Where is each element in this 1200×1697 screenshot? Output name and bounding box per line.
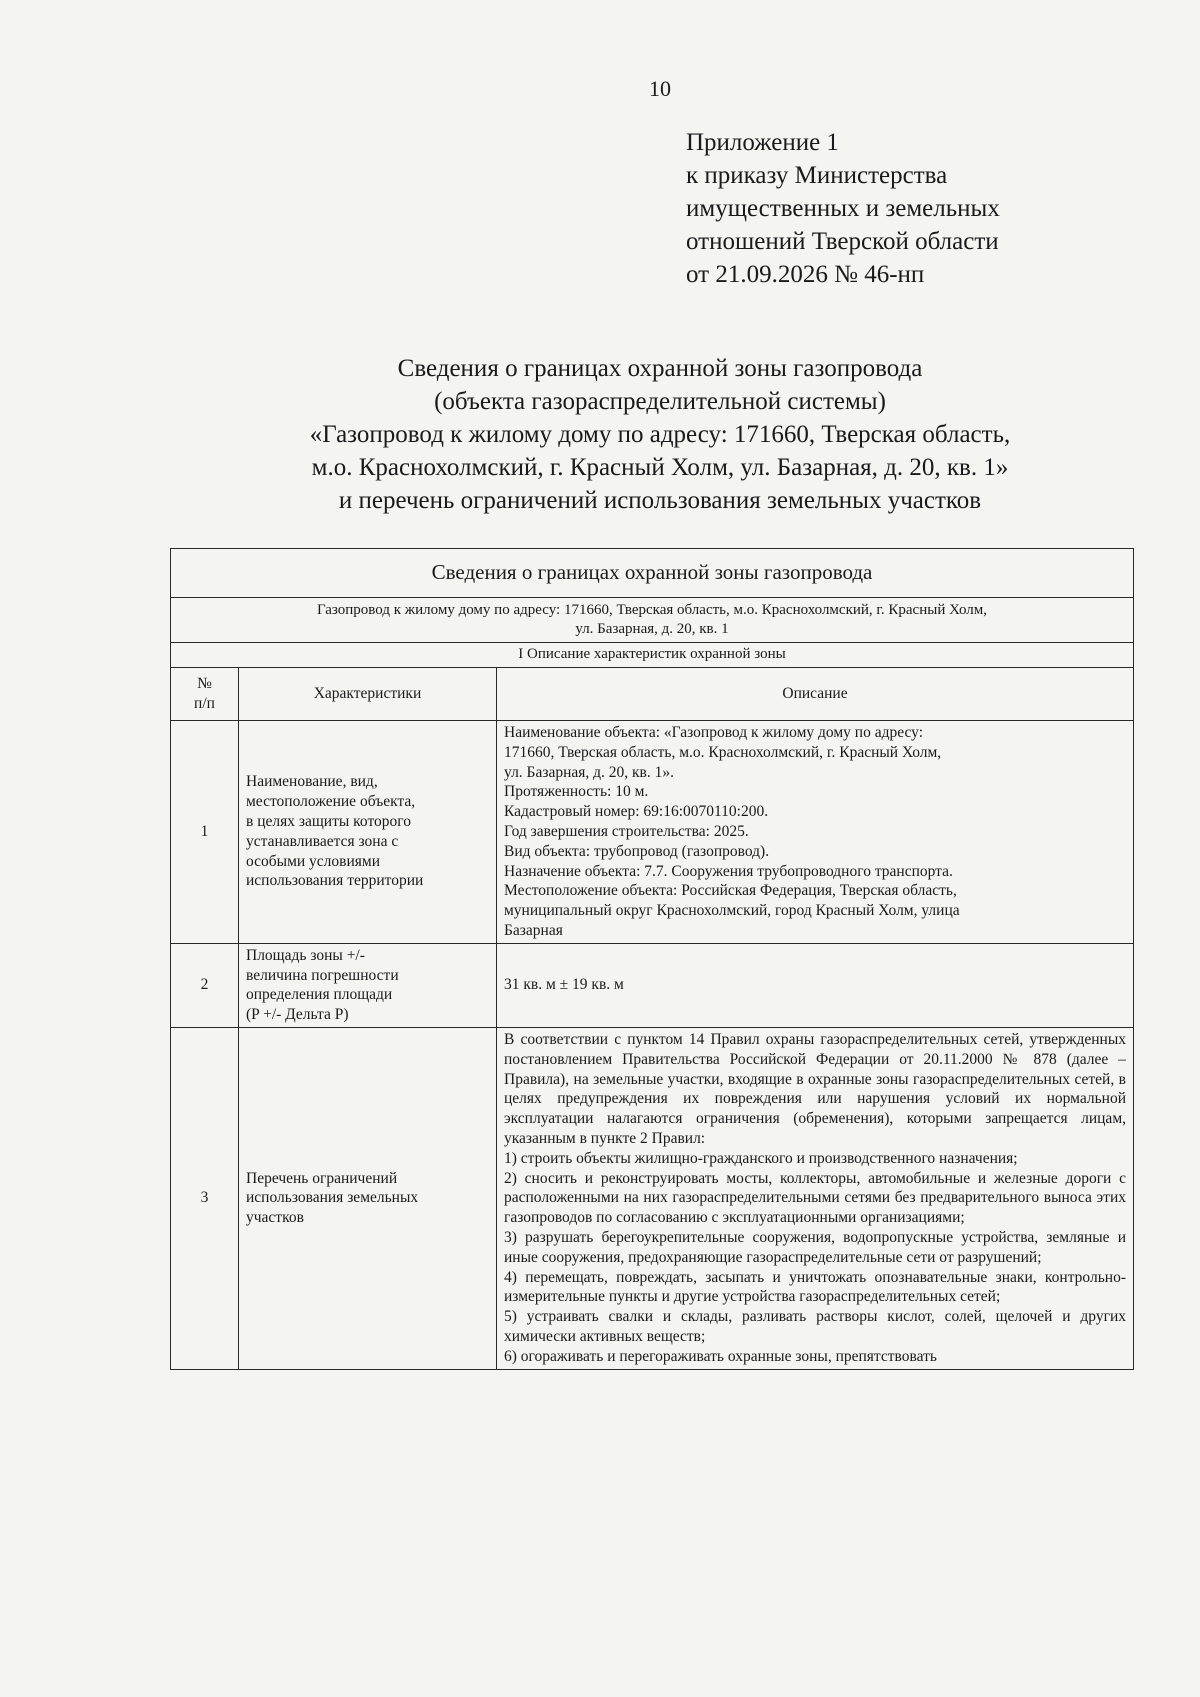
column-header-number: № п/п [171,668,239,721]
appendix-line: от 21.09.2026 № 46-нп [686,261,925,288]
restriction-item: 6) огораживать и перегораживать охранные зоны, препятствовать [504,1347,937,1365]
document-title [130,352,1190,517]
row-description: Наименование объекта: «Газопровод к жилому дому по адресу: 171660, Тверская область, м.о. Краснохолмский, г. Красный Холм, ул. Базарная, д. 20, кв. 1». Протяженность: 10 м. Кадастровый номер: 69:16:0070110:200. Год завершения строительства: 2025. Вид объекта: трубопровод (газопровод). Назначение объекта: 7.7. Сооружения трубопроводного транспорта. Местоположение объекта: Российская Федерация, Тверская область, муниципальный округ Краснохолмский, город Красный Холм, улица Базарная [497,721,1134,944]
table-row [171,1027,1134,1369]
title-line: Сведения о границах охранной зоны газопровода [397,355,923,382]
title-line: «Газопровод к жилому дому по адресу: 171660, Тверская область, [309,421,1011,448]
page-number: 10 [649,76,671,101]
title-line: и перечень ограничений использования земельных участков [338,487,982,514]
appendix-line: Приложение 1 [686,129,839,156]
row-characteristic: Наименование, вид, местоположение объекта, в целях защиты которого устанавливается зона с особыми условиями использования территории [239,721,497,944]
column-header-characteristics: Характеристики [239,668,497,721]
object-line: ул. Базарная, д. 20, кв. 1 [575,621,729,637]
restriction-item: 1) строить объекты жилищно-гражданского и производственного назначения; [504,1149,1018,1167]
row-number: 2 [171,943,239,1027]
restriction-item: 5) устраивать свалки и склады, разливать растворы кислот, солей, щелочей и других химически активных веществ; [504,1308,1126,1345]
table-object-address [171,598,1134,643]
restriction-item: 3) разрушать берегоукрепительные сооружения, водопропускные устройства, земляные и иные сооружения, предохраняющие газораспределительные сети от разрушений; [504,1228,1126,1266]
row-description: 31 кв. м ± 19 кв. м [497,943,1134,1027]
appendix-block [686,126,1000,291]
column-header-description: Описание [497,668,1134,721]
table-heading: Сведения о границах охранной зоны газопровода [171,549,1134,598]
restrictions-intro: В соответствии с пунктом 14 Правил охраны газораспределительных сетей, утвержденных постановлением Правительства Российской Федерации от 20.11.2000 № 878 (далее – Правила), на земельные участки, входящие в охранные зоны газораспределительных сетей, в целях предупреждения их повреждения или нарушения условий их нормальной эксплуатации налагаются ограничения (обременения), которыми запрещается лицам, указанным в пункте 2 Правил: [504,1030,1126,1147]
appendix-line: отношений Тверской области [686,228,999,255]
protection-zone-table [170,548,1134,1370]
title-line: (объекта газораспределительной системы) [434,388,886,415]
table-row [171,721,1134,944]
title-line: м.о. Краснохолмский, г. Красный Холм, ул. Базарная, д. 20, кв. 1» [311,454,1009,481]
restriction-item: 2) сносить и реконструировать мосты, коллекторы, автомобильные и железные дороги с расположенными на них газораспределительными сетями без предварительного выноса этих газопроводов по согласованию с эксплуатационными организациями; [504,1169,1126,1227]
row-characteristic: Площадь зоны +/- величина погрешности определения площади (P +/- Дельта P) [239,943,497,1027]
appendix-line: имущественных и земельных [686,195,1000,222]
restriction-item: 4) перемещать, повреждать, засыпать и уничтожать опознавательные знаки, контрольно-измерительные пункты и другие устройства газораспределительных сетей; [504,1268,1126,1306]
appendix-line: к приказу Министерства [686,162,948,189]
row-characteristic: Перечень ограничений использования земельных участков [239,1027,497,1369]
row-description [497,1027,1134,1369]
table-section-title: I Описание характеристик охранной зоны [171,643,1134,668]
row-number: 3 [171,1027,239,1369]
table-row [171,943,1134,1027]
object-line: Газопровод к жилому дому по адресу: 171660, Тверская область, м.о. Краснохолмский, г. Красный Холм, [316,602,988,618]
row-number: 1 [171,721,239,944]
